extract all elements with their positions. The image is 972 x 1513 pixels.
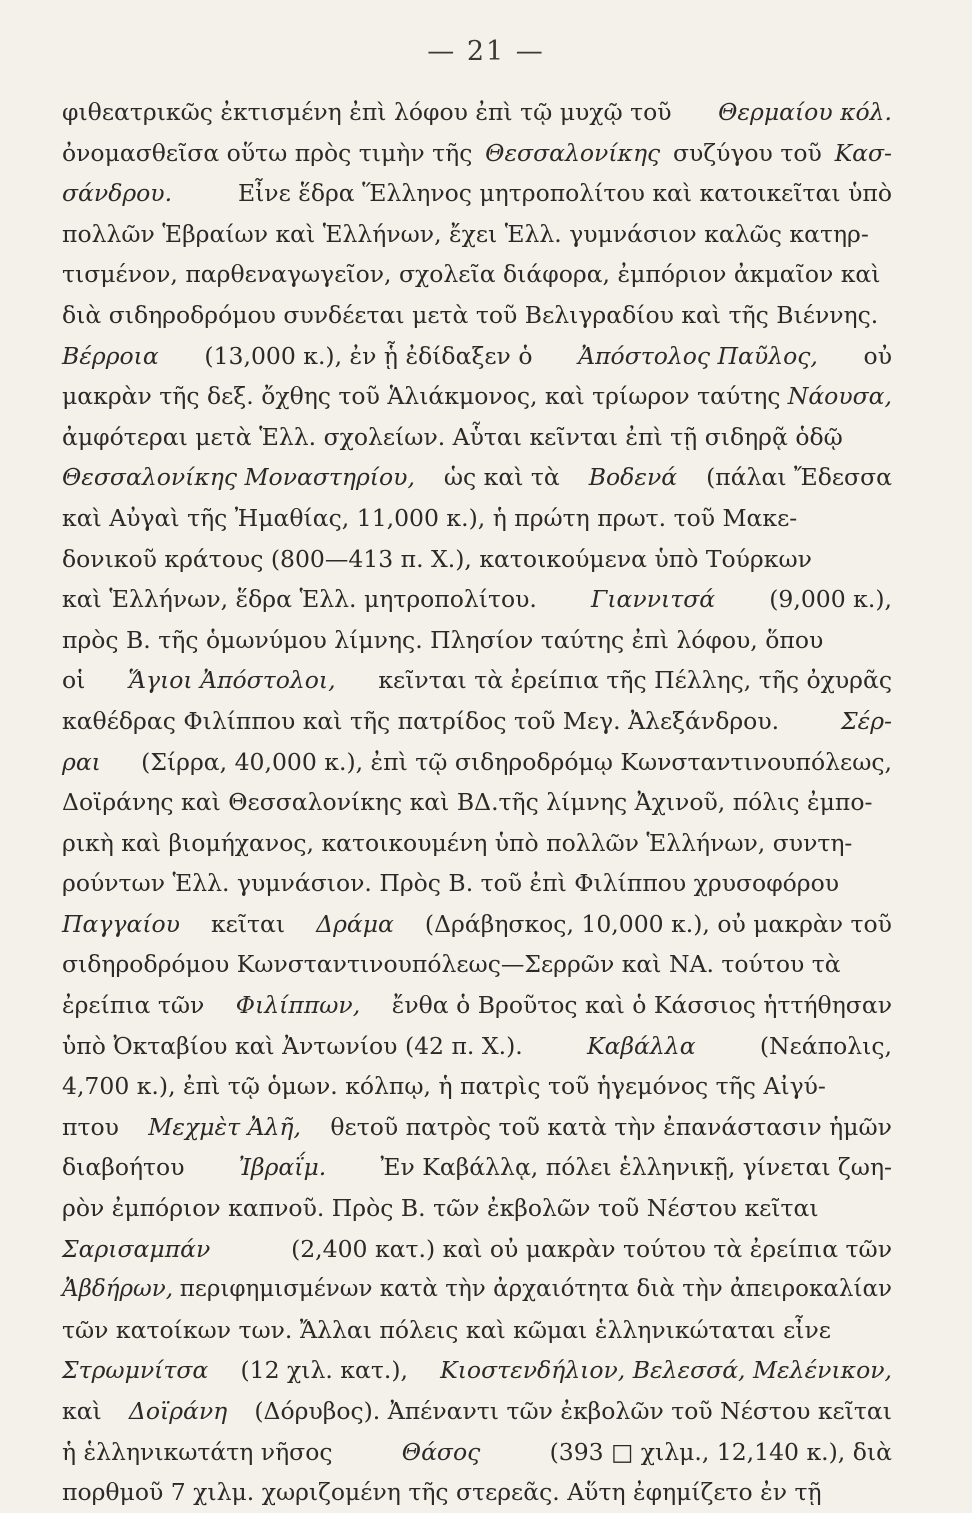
text-segment: διὰ σιδηροδρόμου συνδέεται μετὰ τοῦ Βελιγραδίου καὶ τῆς Βιέννης. — [62, 300, 879, 329]
text-line — [62, 376, 892, 417]
italic-text: Νάουσα, — [787, 382, 892, 411]
text-segment: (Σίρρα, 40,000 κ.), ἐπὶ τῷ σιδηροδρόμῳ Κωνσταντινουπόλεως, — [141, 747, 892, 776]
text-segment: οἱ — [62, 666, 86, 695]
text-segment: συζύγου τοῦ — [673, 138, 822, 167]
text-line — [62, 1147, 892, 1188]
text-line — [62, 701, 892, 742]
italic-text: Καβάλλα — [587, 1031, 696, 1060]
text-line — [62, 620, 892, 661]
italic-text: Γιαννιτσά — [591, 585, 716, 614]
page-number: — 21 — — [427, 36, 545, 67]
italic-text: Ἀπόστολος Παῦλος, — [578, 341, 818, 370]
text-segment: καὶ Ἑλλήνων, ἕδρα Ἑλλ. μητροπολίτου. — [62, 585, 537, 614]
text-line — [62, 742, 892, 783]
text-line — [62, 1269, 892, 1310]
italic-text: Θεσσαλονίκης Μοναστηρίου, — [62, 463, 415, 492]
text-segment: (393 □ χιλμ., 12,140 κ.), διὰ — [549, 1437, 892, 1466]
text-line — [62, 173, 892, 214]
italic-text: Ἅγιοι Ἀπόστολοι, — [128, 666, 336, 695]
italic-text: Ἀβδήρων, — [62, 1276, 174, 1303]
text-line — [62, 1026, 892, 1067]
text-segment: Δοϊράνης καὶ Θεσσαλονίκης καὶ ΒΔ.τῆς λίμνης Ἀχινοῦ, πόλις ἐμπο- — [62, 788, 873, 817]
text-line — [62, 1066, 892, 1107]
text-segment: τῶν κατοίκων των. Ἄλλαι πόλεις καὶ κῶμαι ἑλληνικώταται εἶνε — [62, 1315, 831, 1344]
text-segment: φιθεατρικῶς ἐκτισμένη ἐπὶ λόφου ἐπὶ τῷ μυχῷ τοῦ — [62, 98, 672, 126]
text-line — [62, 1472, 892, 1513]
text-segment: μακρὰν τῆς δεξ. ὄχθης τοῦ Ἁλιάκμονος, καὶ τρίωρον ταύτης — [62, 382, 781, 411]
text-segment: τισμένον, παρθεναγωγεῖον, σχολεῖα διάφορα, ἐμπόριον ἀκμαῖον καὶ — [62, 260, 881, 289]
text-segment: πολλῶν Ἑβραίων καὶ Ἑλλήνων, ἔχει Ἑλλ. γυμνάσιον καλῶς κατηρ- — [62, 219, 869, 248]
italic-text: Βοδενά — [588, 463, 678, 492]
text-line — [62, 254, 892, 295]
italic-text: Δράμα — [316, 909, 394, 938]
text-segment: Εἶνε ἕδρα Ἕλληνος μητροπολίτου καὶ κατοικεῖται ὑπὸ — [237, 179, 892, 208]
italic-text: Δοϊράνη — [128, 1397, 228, 1425]
text-segment: πτου — [62, 1112, 119, 1141]
text-line — [62, 498, 892, 539]
italic-text: Θερμαίου κόλ. — [718, 98, 892, 126]
italic-text: Θάσος — [401, 1437, 481, 1466]
text-line — [62, 904, 892, 945]
text-segment: ἀμφότεραι μετὰ Ἑλλ. σχολείων. Αὗται κεῖνται ἐπὶ τῇ σιδηρᾷ ὁδῷ — [62, 422, 843, 451]
text-line — [62, 295, 892, 336]
text-segment: κεῖνται τὰ ἐρείπια τῆς Πέλλης, τῆς ὀχυρᾶς — [378, 666, 892, 695]
text-segment: ὀνομασθεῖσα οὕτω πρὸς τιμὴν τῆς — [62, 138, 473, 167]
text-line — [62, 944, 892, 985]
italic-text: Στρωμνίτσα — [62, 1356, 209, 1385]
text-line — [62, 539, 892, 580]
text-segment: ὑπὸ Ὀκταβίου καὶ Ἀντωνίου (42 π. Χ.). — [62, 1031, 523, 1060]
text-segment: ρὸν ἐμπόριον καπνοῦ. Πρὸς Β. τῶν ἐκβολῶν τοῦ Νέστου κεῖται — [62, 1194, 819, 1223]
italic-text: Παγγαίου — [62, 909, 180, 938]
text-segment: πρὸς Β. τῆς ὁμωνύμου λίμνης. Πλησίον ταύτης ἐπὶ λόφου, ὅπου — [62, 625, 824, 654]
text-line — [62, 1391, 892, 1432]
italic-text: Σαρισαμπάν — [62, 1234, 211, 1263]
text-segment: ἡ ἑλληνικωτάτη νῆσος — [62, 1437, 333, 1466]
text-line — [62, 92, 892, 133]
text-segment: οὐ — [863, 341, 892, 370]
text-line — [62, 863, 892, 904]
text-segment: ρικὴ καὶ βιομήχανος, κατοικουμένη ὑπὸ πολλῶν Ἑλλήνων, συντη- — [62, 828, 853, 857]
italic-text: Μεχμὲτ Ἀλῆ, — [148, 1112, 301, 1141]
text-segment: (2,400 κατ.) καὶ οὐ μακρὰν τούτου τὰ ἐρείπια τῶν — [291, 1234, 892, 1263]
text-segment: περιφημισμένων κατὰ τὴν ἀρχαιότητα διὰ τὴν ἀπειροκαλίαν — [179, 1276, 892, 1303]
italic-text: σάνδρου. — [62, 179, 173, 208]
text-segment: καὶ Αὐγαὶ τῆς Ἠμαθίας, 11,000 κ.), ἡ πρώτη πρωτ. τοῦ Μακε- — [62, 503, 798, 532]
italic-text: Κιοστενδήλιον, Βελεσσά, Μελένικον, — [440, 1356, 892, 1385]
text-segment: (πάλαι Ἔδεσσα — [706, 463, 892, 492]
italic-text: Κασ- — [834, 138, 892, 167]
text-segment: σιδηροδρόμου Κωνσταντινουπόλεως—Σερρῶν καὶ ΝΑ. τούτου τὰ — [62, 950, 841, 979]
text-line — [62, 782, 892, 823]
text-segment: ἐρείπια τῶν — [62, 991, 205, 1020]
text-line — [62, 336, 892, 377]
text-segment: καὶ — [62, 1397, 102, 1425]
text-segment: διαβοήτου — [62, 1153, 185, 1182]
italic-text: Βέρροια — [62, 341, 159, 370]
text-segment: (9,000 κ.), — [769, 585, 892, 614]
text-line — [62, 1350, 892, 1391]
text-segment: (Δράβησκος, 10,000 κ.), οὐ μακρὰν τοῦ — [424, 909, 892, 938]
text-segment: ὡς καὶ τὰ — [443, 463, 560, 492]
text-line — [62, 457, 892, 498]
text-segment: ρούντων Ἑλλ. γυμνάσιον. Πρὸς Β. τοῦ ἐπὶ Φιλίππου χρυσοφόρου — [62, 869, 840, 898]
text-line — [62, 579, 892, 620]
italic-text: ραι — [62, 747, 101, 776]
text-segment: (Νεάπολις, — [759, 1031, 892, 1060]
text-line — [62, 1107, 892, 1148]
text-line — [62, 1310, 892, 1351]
text-segment: 4,700 κ.), ἐπὶ τῷ ὁμων. κόλπῳ, ἡ πατρὶς τοῦ ἡγεμόνος τῆς Αἰγύ- — [62, 1072, 826, 1101]
text-segment: ἔνθα ὁ Βροῦτος καὶ ὁ Κάσσιος ἡττήθησαν — [391, 991, 892, 1020]
body-text — [62, 92, 892, 1513]
text-line — [62, 1432, 892, 1473]
text-segment: δονικοῦ κράτους (800—413 π. Χ.), κατοικούμενα ὑπὸ Τούρκων — [62, 544, 812, 573]
text-line — [62, 1229, 892, 1270]
text-line — [62, 417, 892, 458]
text-segment: καθέδρας Φιλίππου καὶ τῆς πατρίδος τοῦ Μεγ. Ἀλεξάνδρου. — [62, 706, 780, 735]
text-line — [62, 985, 892, 1026]
italic-text: Φιλίππων, — [235, 991, 361, 1020]
text-line — [62, 660, 892, 701]
text-line — [62, 823, 892, 864]
text-segment: (Δόρυβος). Ἀπέναντι τῶν ἐκβολῶν τοῦ Νέστου κεῖται — [254, 1397, 892, 1425]
italic-text: Ἰβραΐμ. — [238, 1153, 327, 1182]
italic-text: Σέρ- — [841, 706, 892, 735]
text-segment: (12 χιλ. κατ.), — [240, 1356, 408, 1385]
italic-text: Θεσσαλονίκης — [485, 138, 661, 167]
text-segment: Ἐν Καβάλλᾳ, πόλει ἑλληνικῇ, γίνεται ζωη- — [380, 1153, 892, 1182]
text-segment: (13,000 κ.), ἐν ᾗ ἐδίδαξεν ὁ — [204, 341, 533, 370]
text-segment: πορθμοῦ 7 χιλμ. χωριζομένη τῆς στερεᾶς. Αὕτη ἐφημίζετο ἐν τῇ — [62, 1478, 822, 1507]
text-line — [62, 1188, 892, 1229]
text-line — [62, 133, 892, 174]
text-segment: θετοῦ πατρὸς τοῦ κατὰ τὴν ἐπανάστασιν ἡμῶν — [330, 1112, 892, 1141]
text-line — [62, 214, 892, 255]
text-segment: κεῖται — [210, 909, 286, 938]
